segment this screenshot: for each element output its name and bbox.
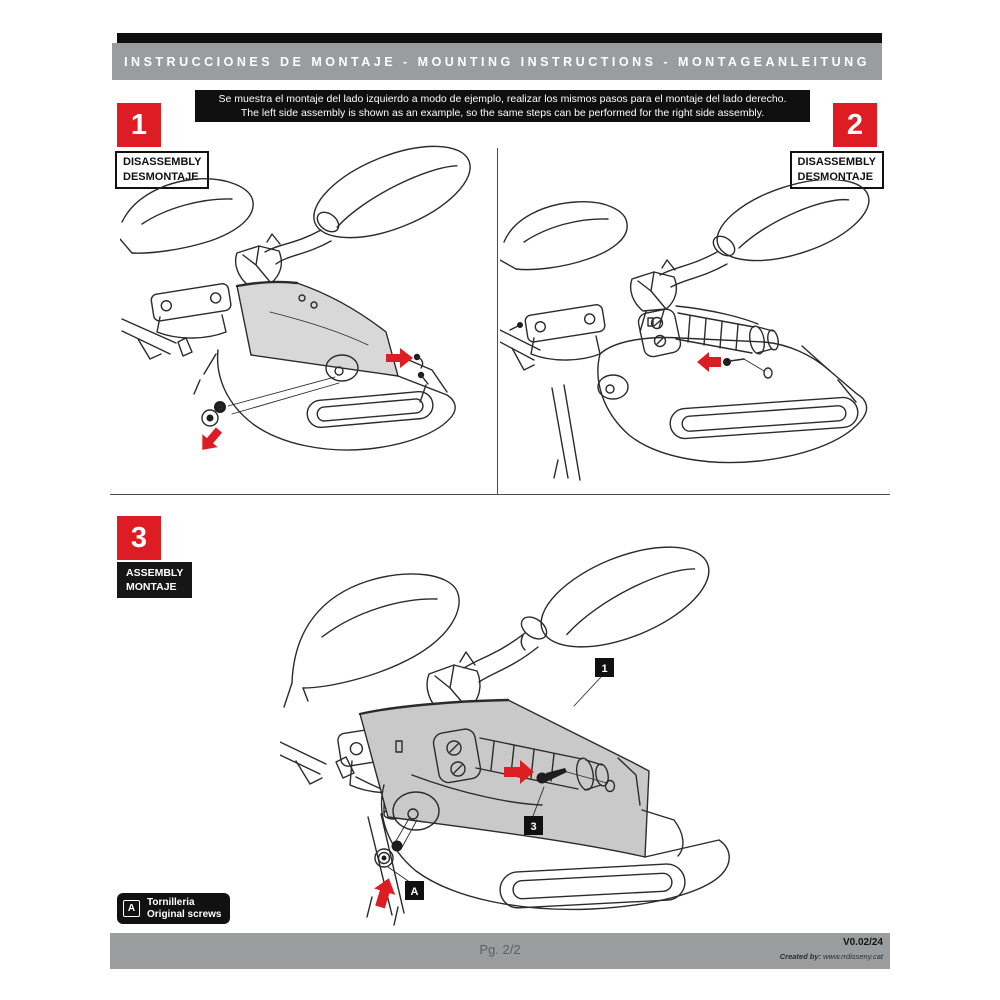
step-2-label-es: DESMONTAJE	[797, 171, 874, 183]
front-cowl	[120, 179, 253, 253]
legend-key-a: A	[123, 900, 140, 917]
handguard-body	[598, 338, 867, 463]
remove-arrow-down-icon	[195, 424, 227, 457]
svg-text:1: 1	[601, 663, 608, 675]
brake-reservoir	[510, 304, 606, 360]
original-screws-legend	[117, 893, 230, 924]
screw	[723, 358, 764, 371]
step-3-badge: 3	[117, 516, 161, 560]
notice-line-en: The left side assembly is shown as an example, so the same steps can be performed for the right side assembly.	[240, 107, 765, 119]
callout-part-1	[595, 658, 614, 677]
step-1-drawing-handguard-disassembly	[120, 142, 495, 487]
step-2-drawing-handguard-disassembly	[500, 180, 895, 485]
step-3-label	[117, 562, 192, 598]
notice-line-es: Se muestra el montaje del lado izquierdo a modo de ejemplo, realizar los mismos pasos para el montaje del lado derecho.	[218, 93, 787, 105]
step-1-badge: 1	[117, 103, 161, 147]
mirror	[464, 527, 723, 682]
page-number: Pg. 2/2	[479, 942, 521, 957]
legend-line-es: Tornilleria	[147, 897, 195, 908]
panel-divider-vertical	[497, 148, 498, 494]
brake-reservoir	[150, 283, 231, 338]
mirror	[660, 180, 879, 287]
front-cowl	[500, 202, 627, 270]
step-2-badge: 2	[833, 103, 877, 147]
footer-bar	[110, 933, 890, 969]
handlebar-grip	[676, 313, 780, 355]
mirror	[265, 142, 482, 264]
credit-label: Created by:	[779, 952, 822, 961]
brake-lever	[122, 319, 192, 359]
windshield-extension	[237, 282, 398, 376]
step-1-label-es: DESMONTAJE	[123, 171, 199, 183]
front-cowl	[284, 574, 459, 707]
legend-line-en: Original screws	[147, 908, 222, 920]
credit-url: www.rrdisseny.cat	[823, 952, 883, 961]
step-1-label-en: DISASSEMBLY	[123, 156, 202, 168]
legend-text	[147, 897, 221, 920]
step-3-label-en: ASSEMBLY	[126, 567, 184, 579]
callout-part-a	[405, 881, 424, 900]
windshield-extension	[360, 700, 649, 857]
switch-housing	[637, 308, 682, 359]
header-top-rule	[117, 33, 882, 43]
remove-arrow-left-icon	[697, 352, 721, 372]
step-2-label-en: DISASSEMBLY	[797, 156, 876, 168]
credit-line	[780, 952, 883, 961]
notice-banner	[195, 90, 810, 122]
step-3-drawing-handguard-assembly	[280, 515, 735, 930]
panel-divider-horizontal	[110, 494, 890, 495]
svg-text:3: 3	[530, 821, 537, 833]
fork-leg	[367, 814, 404, 925]
insert-arrow-up-icon	[369, 875, 399, 910]
upper-screws	[414, 354, 428, 384]
version-number: V0.02/24	[842, 937, 883, 948]
step-3-label-es: MONTAJE	[126, 581, 177, 593]
callout-part-3	[524, 816, 543, 835]
svg-text:A: A	[410, 886, 419, 898]
fork-leg	[552, 385, 580, 480]
page-title: INSTRUCCIONES DE MONTAJE - MOUNTING INSTRUCTIONS - MONTAGEANLEITUNG	[112, 43, 882, 80]
